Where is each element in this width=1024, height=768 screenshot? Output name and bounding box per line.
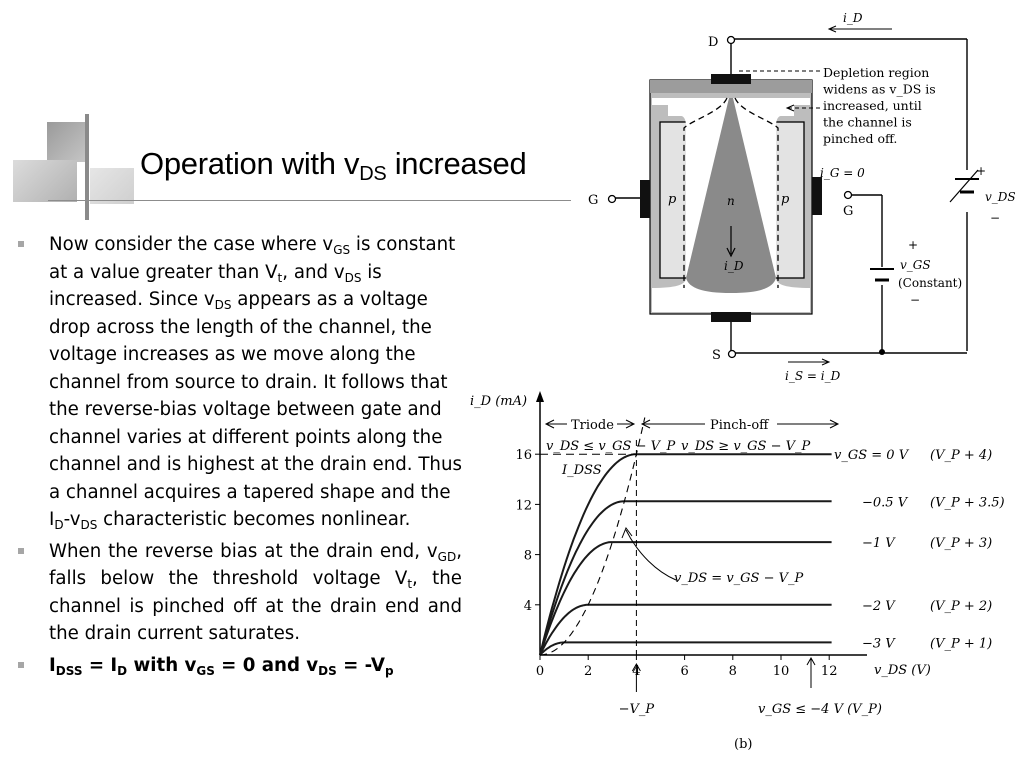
curve-note: (V_P + 4) bbox=[930, 448, 993, 464]
y-tick-label: 8 bbox=[523, 548, 532, 564]
subscript: t bbox=[407, 577, 413, 591]
gate-left-label: G bbox=[588, 193, 599, 208]
title-tail: increased bbox=[386, 146, 527, 181]
bullet-item bbox=[18, 652, 462, 680]
decor-square-back bbox=[47, 122, 89, 162]
bullet-item bbox=[18, 231, 462, 534]
y-tick-label: 16 bbox=[515, 448, 532, 464]
curve-label: −2 V bbox=[862, 598, 895, 614]
is-label: i_S = i_D bbox=[785, 369, 841, 383]
boundary-pointer bbox=[626, 530, 676, 580]
curve-vgs-2 bbox=[540, 542, 832, 655]
text-run: When the reverse bias at the drain end, v bbox=[49, 540, 438, 562]
subscript: DS bbox=[80, 518, 98, 532]
gate-right-label: G bbox=[843, 204, 854, 219]
p-right-label: p bbox=[781, 192, 790, 207]
note-line: Depletion region bbox=[823, 65, 930, 80]
id-top-arrow bbox=[829, 26, 892, 32]
curve-vgs-0 bbox=[540, 454, 832, 655]
text-run: , falls below the threshold voltage V bbox=[49, 540, 462, 589]
id-channel-label: i_D bbox=[724, 259, 744, 273]
subscript: GS bbox=[196, 663, 215, 678]
curve-label: v_GS = 0 V bbox=[834, 448, 909, 464]
junction-dot bbox=[879, 349, 885, 355]
subscript: GD bbox=[437, 549, 457, 564]
x-tick-label: 4 bbox=[632, 664, 641, 679]
text-run: Now consider the case where v bbox=[49, 234, 334, 255]
gate-right-terminal bbox=[845, 192, 852, 199]
text-run: I bbox=[49, 654, 56, 676]
curve-label: −1 V bbox=[862, 536, 895, 552]
x-tick-label: 12 bbox=[820, 664, 838, 679]
drain-contact bbox=[711, 74, 751, 84]
x-tick-label: 0 bbox=[535, 664, 545, 679]
cutoff-label: v_GS ≤ −4 V (V_P) bbox=[758, 702, 882, 717]
title-underline bbox=[48, 200, 571, 201]
figure-caption: (b) bbox=[734, 737, 753, 752]
subscript: t bbox=[277, 270, 283, 285]
x-tick-label: 10 bbox=[772, 664, 790, 679]
subscript: GS bbox=[333, 243, 351, 257]
pinchoff-label: Pinch-off bbox=[710, 418, 769, 433]
curve-note: (V_P + 2) bbox=[930, 598, 993, 614]
subscript: DS bbox=[344, 270, 362, 285]
source-label: S bbox=[712, 348, 721, 363]
text-run: characteristic becomes nonlinear. bbox=[97, 509, 411, 530]
pinchoff-condition: v_DS ≥ v_GS − V_P bbox=[681, 439, 811, 454]
drain-terminal bbox=[728, 37, 735, 44]
bullet-item bbox=[18, 538, 462, 648]
bullet-list bbox=[18, 231, 462, 683]
note-line: the channel is bbox=[823, 114, 912, 130]
vgs-constant: (Constant) bbox=[898, 276, 963, 290]
vgs-label: v_GS bbox=[900, 258, 931, 272]
triode-label: Triode bbox=[571, 418, 614, 433]
vgs-battery bbox=[870, 269, 894, 280]
subscript: DSS bbox=[55, 663, 83, 678]
curve-note: (V_P + 3.5) bbox=[930, 495, 1005, 511]
y-tick-label: 12 bbox=[515, 498, 532, 514]
decor-square-light bbox=[90, 168, 134, 204]
x-tick-label: 8 bbox=[728, 664, 737, 679]
subscript: DS bbox=[318, 663, 337, 678]
x-tick-label: 2 bbox=[584, 664, 593, 679]
curve-label: −3 V bbox=[862, 636, 895, 652]
vds-plus: + bbox=[976, 164, 987, 178]
subscript: p bbox=[384, 663, 394, 678]
is-arrow bbox=[788, 359, 829, 365]
vds-label: v_DS bbox=[985, 190, 1016, 204]
text-run: is constant at a value greater than V bbox=[49, 234, 456, 283]
title-subscript: DS bbox=[359, 163, 387, 185]
vgs-minus: − bbox=[910, 293, 921, 307]
text-run: = 0 and v bbox=[214, 654, 319, 676]
decor-vertical-bar bbox=[85, 114, 89, 220]
id-top-label: i_D bbox=[843, 11, 863, 25]
vds-battery bbox=[950, 170, 979, 202]
id-vds-chart bbox=[462, 382, 1020, 762]
boundary-label: v_DS = v_GS − V_P bbox=[674, 571, 804, 586]
vds-minus: − bbox=[990, 211, 1001, 225]
vgs-plus: + bbox=[908, 238, 919, 252]
depletion-note bbox=[823, 65, 936, 146]
text-run: with v bbox=[127, 654, 197, 676]
gate-left-terminal bbox=[609, 196, 616, 203]
curve-label: −0.5 V bbox=[862, 495, 908, 511]
n-label: n bbox=[727, 194, 735, 208]
y-tick-label: 4 bbox=[523, 598, 532, 614]
ig-label: i_G = 0 bbox=[820, 166, 865, 180]
x-tick-label: 6 bbox=[680, 664, 689, 679]
text-run: , and v bbox=[282, 261, 345, 283]
idss-label: I_DSS bbox=[562, 463, 602, 479]
p-left-label: p bbox=[668, 192, 677, 207]
subscript: DS bbox=[214, 298, 232, 312]
text-run: , the channel is pinched off at the drain end and the drain current saturates. bbox=[49, 568, 462, 644]
text-run: -v bbox=[63, 509, 81, 530]
decor-square-front bbox=[13, 160, 77, 202]
note-line: increased, until bbox=[823, 98, 922, 113]
gate-contact-left bbox=[640, 180, 650, 218]
subscript: D bbox=[54, 518, 64, 532]
source-contact bbox=[711, 312, 751, 322]
subscript: D bbox=[117, 663, 128, 678]
cutoff-arrow bbox=[807, 658, 815, 688]
text-run: is increased. Since v bbox=[49, 261, 382, 310]
x-axis-label: v_DS (V) bbox=[874, 663, 931, 678]
jfet-diagram bbox=[580, 2, 1016, 383]
source-terminal bbox=[729, 351, 736, 358]
y-axis-arrow bbox=[536, 391, 544, 402]
title-main: Operation with v bbox=[140, 146, 360, 181]
text-run: = I bbox=[82, 654, 118, 676]
triode-condition: v_DS ≤ v_GS − V_P bbox=[546, 439, 676, 454]
note-line: pinched off. bbox=[823, 131, 898, 146]
note-line: widens as v_DS is bbox=[823, 81, 936, 97]
text-run: = -V bbox=[336, 654, 385, 676]
curve-vgs-3 bbox=[540, 605, 832, 655]
gate-contact-right bbox=[812, 177, 822, 215]
curve-vgs-4 bbox=[540, 642, 832, 655]
slide-title bbox=[140, 146, 527, 185]
drain-label: D bbox=[708, 35, 719, 50]
vp-marker-label: −V_P bbox=[618, 702, 655, 717]
text-run: appears as a voltage drop across the length of the channel, the voltage increases as we move along the channel from source to drain. It follows that the reverse-bias voltage between gate and channel varies at different points along the channel and is highest at the drain end. Thus a channel acquires a tapered shape and the I bbox=[49, 289, 462, 530]
curve-note: (V_P + 1) bbox=[930, 636, 993, 652]
curve-note: (V_P + 3) bbox=[930, 536, 993, 552]
y-axis-label: i_D (mA) bbox=[470, 394, 528, 409]
